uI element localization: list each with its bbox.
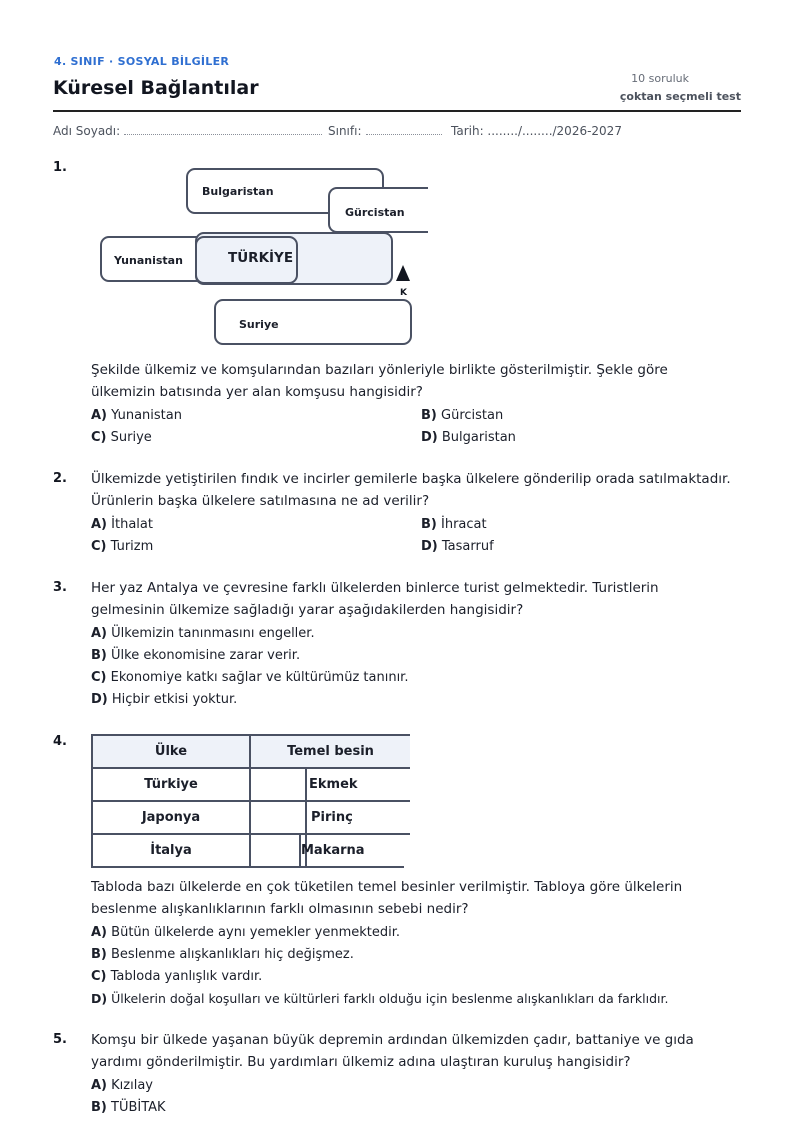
option-text: Tasarruf	[441, 539, 494, 554]
option-letter: C)	[91, 539, 107, 554]
option-letter: B)	[91, 947, 107, 962]
option-text: İhracat	[441, 517, 487, 532]
option-letter: D)	[91, 991, 108, 1006]
option-2d[interactable]	[421, 539, 494, 555]
option-letter: B)	[421, 517, 437, 532]
label-greece: Yunanistan	[114, 254, 183, 267]
question-number-3: 3.	[53, 580, 67, 595]
name-label: Adı Soyadı:	[53, 124, 121, 138]
label-bulgaria: Bulgaristan	[202, 185, 274, 198]
question-text-4: Tabloda bazı ülkelerde en çok tüketilen temel besinler verilmiştir. Tabloya göre ülkelerin beslenme alışkanlıklarının farklı olmasının sebebi nedir?	[91, 879, 683, 917]
option-5a[interactable]	[91, 1078, 153, 1094]
option-5b[interactable]	[91, 1100, 166, 1116]
question-text-3: Her yaz Antalya ve çevresine farklı ülkelerden binlerce turist gelmektedir. Turistlerin gelmesinin ülkemize sağladığı yarar aşağıdakilerden hangisidir?	[91, 580, 659, 618]
option-text: Ülkelerin doğal koşulları ve kültürleri farklı olduğu için beslenme alışkanlıkları da farklıdır.	[111, 991, 669, 1006]
question-number-1: 1.	[53, 160, 67, 175]
date-label: Tarih: ......../......../2026-2027	[451, 124, 622, 138]
table-cell-food: Pirinç	[305, 800, 410, 835]
label-syria: Suriye	[239, 318, 279, 331]
option-letter: B)	[91, 648, 107, 663]
label-turkey: TÜRKİYE	[228, 250, 294, 266]
option-letter: C)	[91, 670, 107, 685]
option-text: Ülkemizin tanınmasını engeller.	[111, 626, 315, 641]
option-text: Tabloda yanlışlık vardır.	[110, 969, 263, 984]
table-cell-country: İtalya	[91, 833, 251, 868]
option-3a[interactable]	[91, 626, 315, 642]
option-text: Gürcistan	[441, 408, 504, 423]
question-text-1: Şekilde ülkemiz ve komşularından bazıları yönleriyle birlikte gösterilmiştir. Şekle göre ülkemizin batısında yer alan komşusu hangisidir?	[91, 362, 668, 400]
option-text: Turizm	[110, 539, 154, 554]
option-text: Yunanistan	[111, 408, 182, 423]
option-text: Ülke ekonomisine zarar verir.	[111, 648, 301, 663]
table-cell-food: Makarna	[299, 833, 404, 868]
option-1a[interactable]	[91, 408, 182, 424]
question-number-4: 4.	[53, 734, 67, 749]
name-field[interactable]	[53, 124, 322, 138]
option-letter: D)	[91, 692, 108, 707]
option-text: Kızılay	[111, 1078, 153, 1093]
option-letter: A)	[91, 408, 108, 423]
option-text: Hiçbir etkisi yoktur.	[111, 692, 238, 707]
page-title: Küresel Bağlantılar	[53, 77, 259, 99]
table-cell-country: Japonya	[91, 800, 251, 835]
option-letter: A)	[91, 1078, 108, 1093]
option-letter: C)	[91, 969, 107, 984]
option-3d[interactable]	[91, 692, 237, 708]
question-count: 10 soruluk	[631, 72, 689, 85]
date-field[interactable]	[451, 124, 622, 138]
option-text: İthalat	[111, 517, 153, 532]
question-number-2: 2.	[53, 471, 67, 486]
option-text: Beslenme alışkanlıkları hiç değişmez.	[111, 947, 354, 962]
question-text-2: Ülkemizde yetiştirilen fındık ve incirler gemilerle başka ülkelere gönderilip orada satılmaktadır. Ürünlerin başka ülkelere satılmasına ne ad verilir?	[91, 471, 731, 509]
option-letter: D)	[421, 539, 438, 554]
option-text: Bütün ülkelerde aynı yemekler yenmektedir.	[111, 925, 401, 940]
option-2a[interactable]	[91, 517, 153, 533]
option-1c[interactable]	[91, 430, 152, 446]
table-cell-country: Türkiye	[91, 767, 251, 802]
class-label: Sınıfı:	[328, 124, 362, 138]
class-field[interactable]	[328, 124, 442, 138]
option-letter: D)	[421, 430, 438, 445]
option-4c[interactable]	[91, 969, 262, 985]
test-type: çoktan seçmeli test	[619, 90, 741, 103]
option-4b[interactable]	[91, 947, 354, 963]
option-letter: A)	[91, 626, 108, 641]
question-text-5: Komşu bir ülkede yaşanan büyük depremin ardından ülkemizden çadır, battaniye ve gıda yardımı gönderilmiştir. Bu yardımları ülkemiz adına ulaştıran kuruluş hangisidir?	[91, 1032, 694, 1070]
option-letter: B)	[91, 1100, 107, 1115]
name-blank[interactable]	[124, 124, 322, 135]
option-3b[interactable]	[91, 648, 300, 664]
table-cell-spacer	[249, 800, 307, 835]
class-blank[interactable]	[366, 124, 442, 135]
table-cell-food: Ekmek	[305, 767, 410, 802]
north-label: K	[400, 288, 407, 298]
option-text: TÜBİTAK	[111, 1100, 166, 1115]
option-letter: A)	[91, 517, 108, 532]
option-2b[interactable]	[421, 517, 487, 533]
option-4a[interactable]	[91, 925, 400, 941]
table-header-food: Temel besin	[249, 734, 410, 769]
option-text: Bulgaristan	[441, 430, 516, 445]
table-cell-spacer	[249, 767, 307, 802]
option-text: Ekonomiye katkı sağlar ve kültürümüz tanınır.	[110, 670, 409, 685]
option-1b[interactable]	[421, 408, 503, 424]
option-2c[interactable]	[91, 539, 153, 555]
option-letter: A)	[91, 925, 108, 940]
option-letter: B)	[421, 408, 437, 423]
question-number-5: 5.	[53, 1032, 67, 1047]
north-arrow-icon	[396, 265, 410, 281]
label-georgia: Gürcistan	[345, 206, 405, 219]
option-3c[interactable]	[91, 670, 408, 686]
option-1d[interactable]	[421, 430, 516, 446]
header-divider	[53, 110, 741, 112]
grade-subject: 4. SINIF · SOSYAL BİLGİLER	[54, 55, 230, 68]
table-header-country: Ülke	[91, 734, 251, 769]
option-4d[interactable]	[91, 991, 668, 1007]
option-text: Suriye	[110, 430, 152, 445]
option-letter: C)	[91, 430, 107, 445]
